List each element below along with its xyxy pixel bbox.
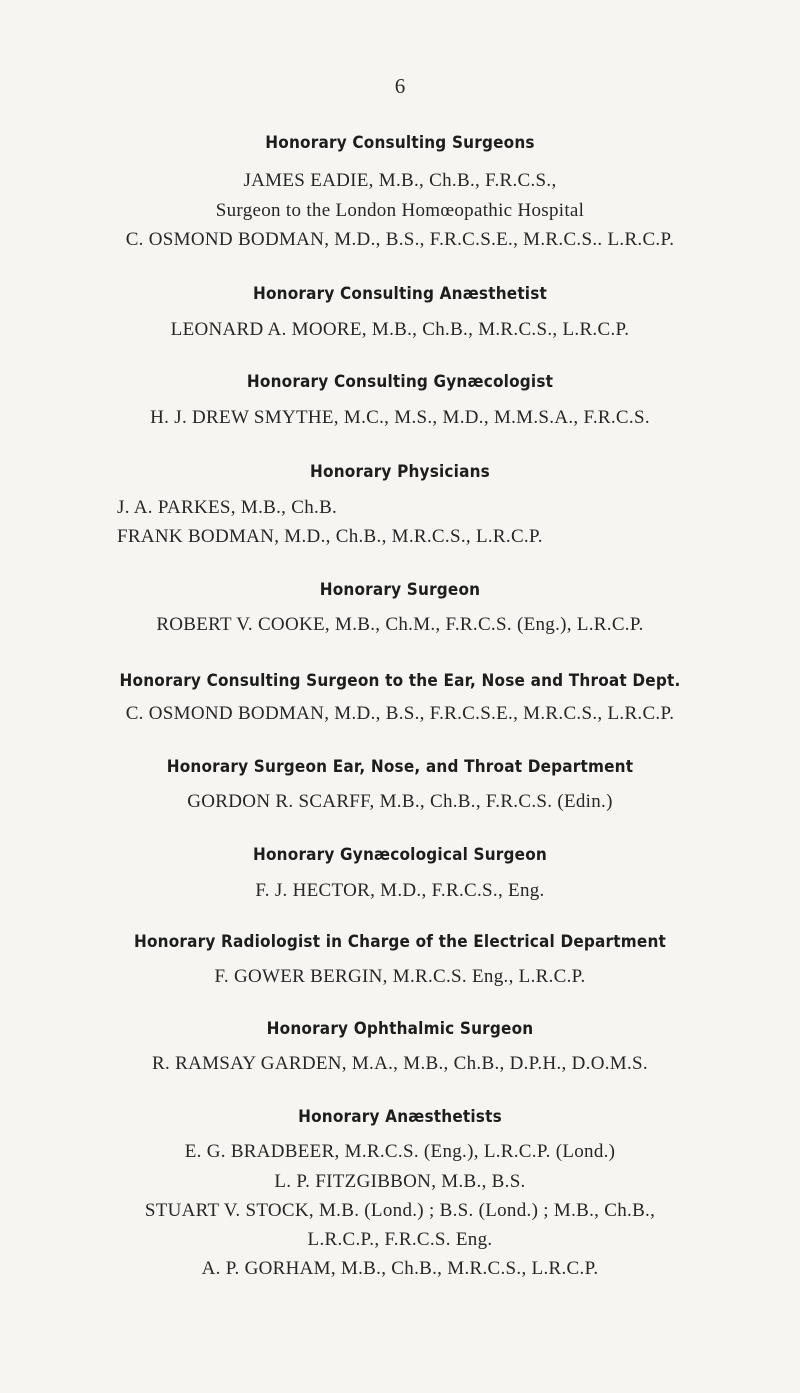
section-heading: Honorary Consulting Gynæcologist: [246, 372, 554, 392]
section-heading: Honorary Anæsthetists: [298, 1107, 502, 1127]
staff-entry: GORDON R. SCARFF, M.B., Ch.B., F.R.C.S. (Edin.): [187, 791, 613, 812]
staff-entry: JAMES EADIE, M.B., Ch.B., F.R.C.S.,: [243, 170, 557, 191]
staff-entry: LEONARD A. MOORE, M.B., Ch.B., M.R.C.S., L.R.C.P.: [170, 319, 630, 340]
staff-entry: F. J. HECTOR, M.D., F.R.C.S., Eng.: [255, 880, 545, 901]
staff-entry: A. P. GORHAM, M.B., Ch.B., M.R.C.S., L.R.C.P.: [201, 1258, 599, 1279]
staff-entry: L. P. FITZGIBBON, M.B., B.S.: [274, 1171, 526, 1192]
section-heading: Honorary Ophthalmic Surgeon: [266, 1019, 534, 1039]
staff-entry: F. GOWER BERGIN, M.R.C.S. Eng., L.R.C.P.: [214, 966, 586, 987]
staff-entry: Surgeon to the London Homœopathic Hospital: [215, 200, 585, 221]
section-heading: Honorary Radiologist in Charge of the Electrical Department: [133, 932, 667, 952]
staff-entry: FRANK BODMAN, M.D., Ch.B., M.R.C.S., L.R.C.P.: [117, 526, 543, 547]
staff-entry: C. OSMOND BODMAN, M.D., B.S., F.R.C.S.E., M.R.C.S., L.R.C.P.: [125, 703, 675, 724]
section-heading: Honorary Consulting Surgeon to the Ear, Nose and Throat Dept.: [119, 671, 681, 691]
page-number: 6: [394, 74, 406, 98]
staff-entry: L.R.C.P., F.R.C.S. Eng.: [307, 1229, 493, 1250]
staff-entry: STUART V. STOCK, M.B. (Lond.) ; B.S. (Lond.) ; M.B., Ch.B.,: [144, 1200, 656, 1221]
section-heading: Honorary Consulting Anæsthetist: [252, 284, 548, 304]
section-heading: Honorary Gynæcological Surgeon: [253, 845, 547, 865]
section-heading: Honorary Consulting Surgeons: [265, 133, 535, 153]
staff-entry: C. OSMOND BODMAN, M.D., B.S., F.R.C.S.E., M.R.C.S.. L.R.C.P.: [125, 229, 675, 250]
staff-entry: E. G. BRADBEER, M.R.C.S. (Eng.), L.R.C.P. (Lond.): [184, 1141, 616, 1162]
staff-entry: R. RAMSAY GARDEN, M.A., M.B., Ch.B., D.P.H., D.O.M.S.: [152, 1053, 648, 1074]
staff-entry: ROBERT V. COOKE, M.B., Ch.M., F.R.C.S. (Eng.), L.R.C.P.: [156, 614, 644, 635]
section-heading: Honorary Physicians: [310, 462, 490, 482]
section-heading: Honorary Surgeon Ear, Nose, and Throat Department: [166, 757, 634, 777]
staff-entry: H. J. DREW SMYTHE, M.C., M.S., M.D., M.M.S.A., F.R.C.S.: [150, 407, 650, 428]
section-heading: Honorary Surgeon: [319, 580, 481, 600]
staff-entry: J. A. PARKES, M.B., Ch.B.: [117, 497, 338, 518]
